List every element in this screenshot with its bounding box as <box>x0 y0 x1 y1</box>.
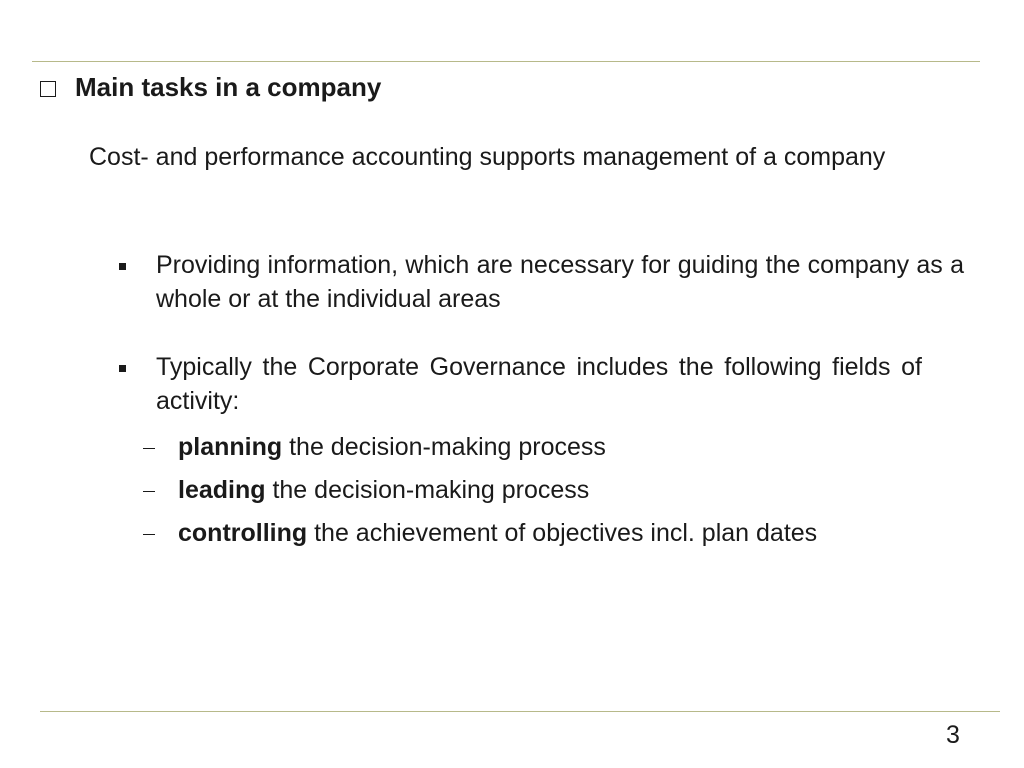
heading-text: Main tasks in a company <box>75 72 382 102</box>
sub-item-text <box>178 512 817 555</box>
square-bullet-icon <box>117 350 156 418</box>
sub-item-keyword: controlling <box>178 519 308 547</box>
slide-heading <box>40 72 381 103</box>
sub-item-leading <box>141 469 817 512</box>
sub-item-rest: the decision-making process <box>265 476 590 504</box>
intro-paragraph: Cost- and performance accounting supports management of a company <box>89 143 886 171</box>
top-divider <box>32 61 980 62</box>
bullet-item <box>117 350 922 418</box>
dash-icon <box>141 512 178 555</box>
dash-icon <box>141 469 178 512</box>
bottom-divider <box>40 711 1000 712</box>
sub-item-text <box>178 469 589 512</box>
sub-item-text <box>178 426 606 469</box>
sub-item-rest: the achievement of objectives incl. plan dates <box>307 519 818 547</box>
checkbox-icon <box>40 81 56 97</box>
sub-item-rest: the decision-making process <box>282 433 606 461</box>
sub-list <box>141 426 817 555</box>
bullet-item <box>117 248 964 316</box>
sub-item-planning <box>141 426 817 469</box>
sub-item-keyword: planning <box>178 433 283 461</box>
dash-icon <box>141 426 178 469</box>
bullet-text: Typically the Corporate Governance includes the following fields of activity: <box>156 353 922 415</box>
page-number: 3 <box>946 721 960 749</box>
sub-item-controlling <box>141 512 817 555</box>
bullet-text: Providing information, which are necessary for guiding the company as a whole or at the individual areas <box>156 251 964 313</box>
sub-item-keyword: leading <box>178 476 266 504</box>
square-bullet-icon <box>117 248 156 316</box>
